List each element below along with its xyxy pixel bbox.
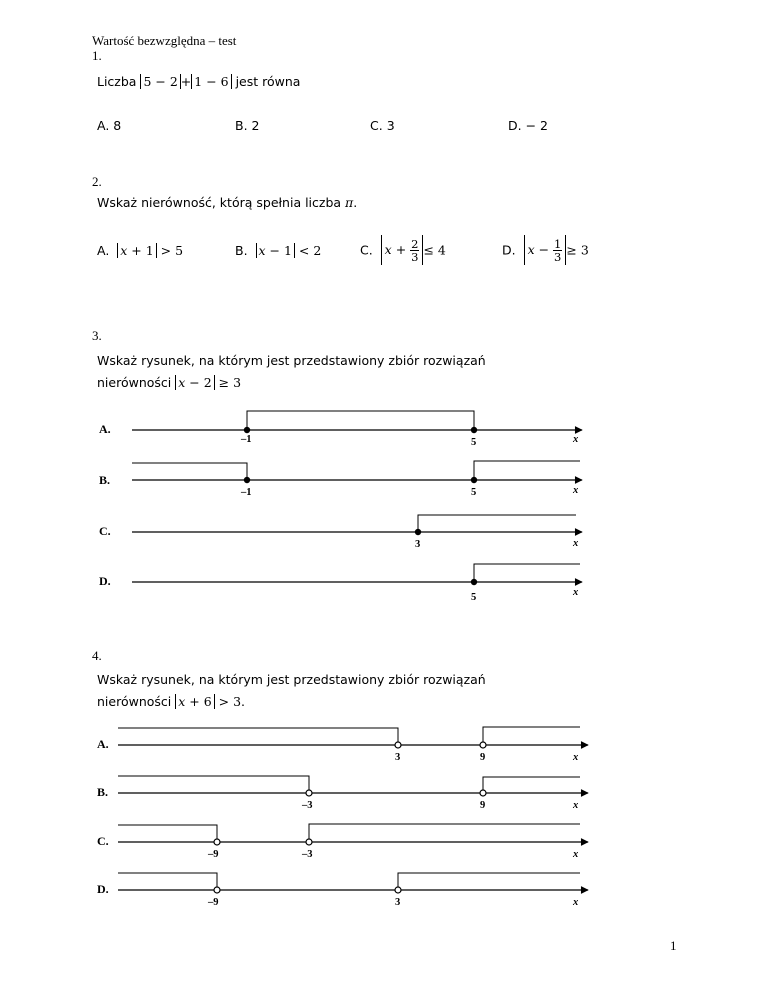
ray-right xyxy=(474,461,580,480)
q1-text-pre: Liczba xyxy=(97,74,137,89)
question-3-line-1: Wskaż rysunek, na którym jest przedstawiony zbiór rozwiązań xyxy=(97,353,486,368)
tick-label: –9 xyxy=(208,849,219,860)
tick-label: 9 xyxy=(480,800,486,811)
pi-symbol: π xyxy=(345,195,354,210)
question-4-line-1: Wskaż rysunek, na którym jest przedstawiony zbiór rozwiązań xyxy=(97,672,486,687)
q4-option-b-label: B. xyxy=(97,785,109,799)
open-point xyxy=(395,742,401,748)
ray-right xyxy=(483,727,580,745)
question-3-number: 3. xyxy=(92,328,102,343)
q4-number-line-d xyxy=(118,873,588,908)
open-point xyxy=(306,839,312,845)
q4-number-line-c xyxy=(118,824,588,860)
q3-option-a-label: A. xyxy=(99,422,111,436)
q3-number-line-a xyxy=(132,411,582,448)
question-3-line-2: nierówności x − 2 ≥ 3 xyxy=(97,375,242,390)
question-4-number: 4. xyxy=(92,648,102,663)
q1-abs-1: 5 − 2 xyxy=(140,74,180,89)
q3-number-line-d xyxy=(132,564,582,603)
q1-answer-d: D. − 2 xyxy=(508,118,548,133)
axis-label: x xyxy=(573,538,579,549)
question-2-text: Wskaż nierówność, którą spełnia liczba π. xyxy=(97,195,358,210)
axis-label: x xyxy=(573,752,579,763)
ray-left xyxy=(118,825,217,842)
page-title: Wartość bezwzględna – test xyxy=(92,33,237,48)
q2-answer-d: D. x − $\frac{1}{3}$ ≥ 3 xyxy=(502,237,589,264)
axis-label: x xyxy=(573,485,579,496)
axis-label: x xyxy=(573,849,579,860)
q1-answer-a: A. 8 xyxy=(97,118,122,133)
ray-right xyxy=(398,873,580,890)
q1-answer-b: B. 2 xyxy=(235,118,260,133)
closed-point xyxy=(244,427,250,433)
q2-answer-a: A. x + 1 > 5 xyxy=(97,243,184,258)
tick-label: 5 xyxy=(471,487,477,498)
q3-option-b-label: B. xyxy=(99,473,111,487)
ray-left xyxy=(132,463,247,480)
q1-abs-2: 1 − 6 xyxy=(191,74,231,89)
q1-plus: + xyxy=(180,74,192,89)
q3-option-d-label: D. xyxy=(99,574,111,588)
question-4-line-2: nierówności x + 6 > 3. xyxy=(97,694,246,709)
q1-text-post: jest równa xyxy=(235,74,301,89)
tick-label: 3 xyxy=(415,539,421,550)
ray-left xyxy=(118,728,398,745)
q1-answer-c: C. 3 xyxy=(370,118,395,133)
open-point xyxy=(480,790,486,796)
ray-right xyxy=(309,824,580,842)
tick-label: 3 xyxy=(395,897,401,908)
open-point xyxy=(214,839,220,845)
q2-answer-c: C. x + $\frac{2}{3}$ ≤ 4 xyxy=(360,237,446,264)
axis-label: x xyxy=(573,800,579,811)
page-number: 1 xyxy=(670,938,677,953)
closed-point xyxy=(471,579,477,585)
tick-label: –1 xyxy=(241,487,252,498)
tick-label: 5 xyxy=(471,437,477,448)
open-point xyxy=(480,742,486,748)
tick-label: 3 xyxy=(395,752,401,763)
q4-number-line-a xyxy=(118,727,588,763)
q3-number-line-b xyxy=(132,461,582,498)
tick-label: –1 xyxy=(241,434,252,445)
closed-point xyxy=(471,477,477,483)
closed-point xyxy=(415,529,421,535)
ray-left xyxy=(118,776,309,793)
q4-number-line-b xyxy=(118,776,588,811)
question-1-number: 1. xyxy=(92,48,102,63)
tick-label: 5 xyxy=(471,592,477,603)
tick-label: –3 xyxy=(302,849,313,860)
tick-label: –9 xyxy=(208,897,219,908)
q4-option-c-label: C. xyxy=(97,834,109,848)
ray-right xyxy=(418,515,576,532)
closed-point xyxy=(471,427,477,433)
closed-point xyxy=(244,477,250,483)
question-2-number: 2. xyxy=(92,174,102,189)
ray-left xyxy=(118,873,217,890)
tick-label: –3 xyxy=(302,800,313,811)
q3-number-line-c xyxy=(132,515,582,550)
interval-bracket xyxy=(247,411,474,430)
open-point xyxy=(395,887,401,893)
ray-right xyxy=(483,777,580,793)
q3-option-c-label: C. xyxy=(99,524,111,538)
axis-label: x xyxy=(573,897,579,908)
q2-answer-b: B. x − 1 < 2 xyxy=(235,243,322,258)
q4-option-d-label: D. xyxy=(97,882,109,896)
axis-label: x xyxy=(573,434,579,445)
axis-label: x xyxy=(573,587,579,598)
open-point xyxy=(214,887,220,893)
open-point xyxy=(306,790,312,796)
tick-label: 9 xyxy=(480,752,486,763)
ray-right xyxy=(474,564,580,582)
q4-option-a-label: A. xyxy=(97,737,109,751)
